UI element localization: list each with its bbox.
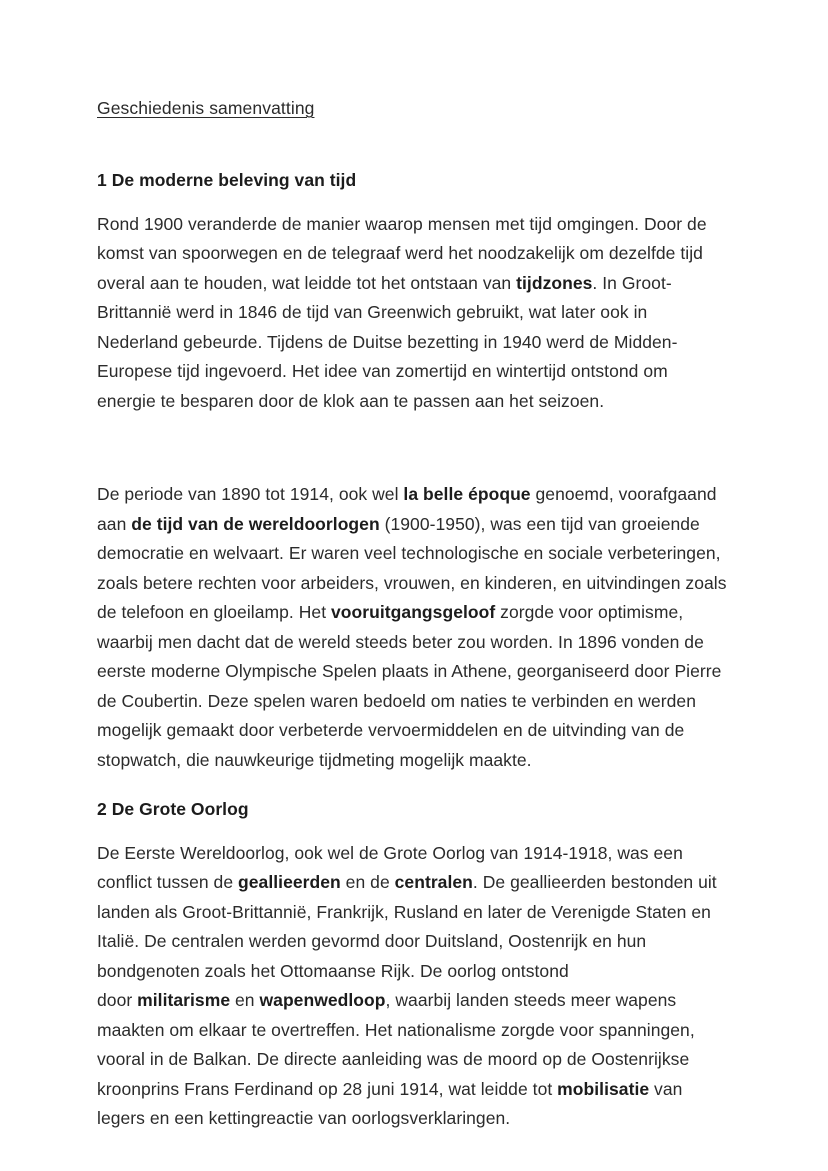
document-title: Geschiedenis samenvatting [97, 98, 315, 118]
bold-term: wapenwedloop [259, 990, 386, 1011]
paragraph-gap [97, 194, 730, 210]
text-run: Rond 1900 veranderde de manier waarop mensen met tijd omgingen. Door de komst van spoorwegen en de telegraaf werd het noodzakelijk om dezelfde tijd overal aan te houden, wat leidde tot het ontstaan van [97, 213, 707, 293]
paragraph [97, 480, 730, 775]
text-run: door [97, 990, 138, 1011]
text-run: en [230, 990, 260, 1011]
section-heading-1: 1 De moderne beleving van tijd [97, 170, 357, 191]
text-run: De Eerste Wereldoorlog, ook wel de Grote Oorlog van 1914-1918, was een conflict tussen de [97, 842, 683, 893]
text-run: genoemd, voorafgaand aan [97, 484, 717, 534]
bold-term: de tijd van de wereldoorlogen [131, 513, 380, 534]
paragraph-gap [97, 823, 730, 839]
paragraph-gap [97, 416, 730, 480]
bold-term: mobilisatie [557, 1078, 650, 1099]
text-run: . In Groot-Brittannië werd in 1846 de tijd van Greenwich gebruikt, wat later ook in Nederland gebeurde. Tijdens de Duitse bezetting in 1940 werd de Midden-Europese tijd ingevoerd. Het idee van zomertijd en wintertijd ontstond om energie te besparen door de klok aan te passen aan het seizoen. [97, 272, 678, 411]
text-run: (1900-1950), was een tijd van groeiende democratie en welvaart. Er waren veel technologische en sociale verbeteringen, zoals betere rechten voor arbeiders, vrouwen, en kinderen, en uitvindingen zoals de telefoon en gloeilamp. Het [97, 513, 727, 623]
section-gap [97, 775, 730, 797]
text-run: , waarbij landen steeds meer wapens maakten om elkaar te overtreffen. Het nationalisme zorgde voor spanningen, vooral in de Balkan. De directe aanleiding was de moord op de Oostenrijkse kroonprins Frans Ferdinand op 28 juni 1914, wat leidde tot [97, 990, 695, 1099]
text-run: en de [340, 872, 395, 893]
text-run: zorgde voor optimisme, waarbij men dacht dat de wereld steeds beter zou worden. In 1896 vonden de eerste moderne Olympische Spelen plaats in Athene, georganiseerd door Pierre de Coubertin. Deze spelen waren bedoeld om naties te verbinden en werden mogelijk gemaakt door verbeterde vervoermiddelen en de uitvinding van de stopwatch, die nauwkeurige tijdmeting mogelijk maakte. [97, 602, 722, 770]
bold-term: vooruitgangsgeloof [331, 602, 496, 623]
text-run: van legers en een kettingreactie van oorlogsverklaringen. [97, 1078, 683, 1129]
bold-term: geallieerden [238, 872, 341, 893]
bold-term: tijdzones [516, 272, 593, 293]
paragraph [97, 210, 730, 417]
section-heading-2: 2 De Grote Oorlog [97, 799, 249, 820]
bold-term: centralen [394, 872, 473, 893]
paragraph [97, 839, 730, 1134]
bold-term: militarisme [137, 990, 231, 1011]
document-body [97, 168, 730, 1133]
title-spacer [97, 121, 730, 168]
text-run: De periode van 1890 tot 1914, ook wel [97, 484, 404, 505]
bold-term: la belle époque [403, 484, 531, 505]
text-run: . De geallieerden bestonden uit landen als Groot-Brittannië, Frankrijk, Rusland en later de Verenigde Staten en Italië. De centralen werden gevormd door Duitsland, Oostenrijk en hun bondgenoten zoals het Ottomaanse Rijk. De oorlog ontstond [97, 872, 717, 981]
